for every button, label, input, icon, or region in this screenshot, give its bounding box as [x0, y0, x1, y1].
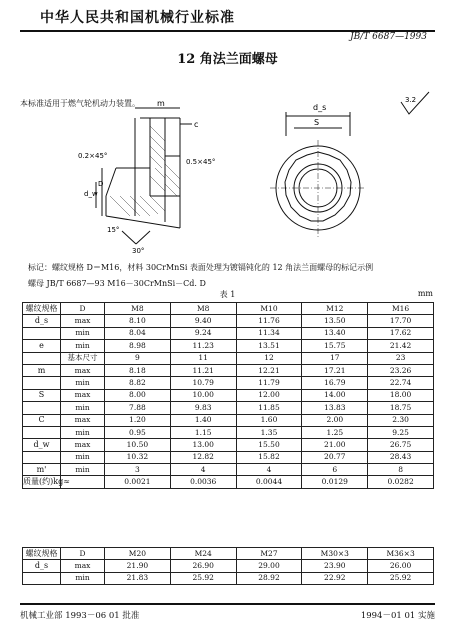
table-cell: 8.98: [105, 340, 171, 352]
table-cell: [23, 327, 61, 339]
table-cell: 4: [170, 464, 236, 476]
table-row: [23, 327, 434, 339]
table-cell: min: [61, 327, 105, 339]
table-cell: 2.00: [302, 414, 368, 426]
table-cell: 22.92: [302, 572, 368, 584]
table-cell: 13.00: [170, 439, 236, 451]
table-header-row: [23, 303, 434, 315]
table-header-cell: M30×3: [302, 548, 368, 560]
table-cell: 9.25: [368, 426, 434, 438]
table-cell: 26.00: [368, 560, 434, 572]
side-view-drawing: [40, 96, 255, 256]
table-cell: 25.92: [368, 572, 434, 584]
table-cell: min: [61, 451, 105, 463]
label-chamfer-right: 0.5×45°: [186, 158, 216, 166]
standard-title: 中华人民共和国机械行业标准: [40, 10, 235, 26]
table-row: [23, 439, 434, 451]
table-header-cell: 螺纹规格: [23, 303, 61, 315]
table-cell: 16.79: [302, 377, 368, 389]
table-cell: 20.77: [302, 451, 368, 463]
roughness-symbol: [397, 92, 433, 118]
table-header-cell: M16: [368, 303, 434, 315]
table-cell: 25.92: [170, 572, 236, 584]
table-cell: 1.15: [170, 426, 236, 438]
footer-rule: [20, 603, 435, 605]
table-cell: 21.90: [105, 560, 171, 572]
table-cell: [23, 377, 61, 389]
table-cell: 8.04: [105, 327, 171, 339]
table-cell: 13.83: [302, 402, 368, 414]
table-header-cell: M8: [170, 303, 236, 315]
table-row: [23, 451, 434, 463]
table-cell: 1.40: [170, 414, 236, 426]
table-cell: 23.26: [368, 364, 434, 376]
table-cell: 26.90: [170, 560, 236, 572]
table-cell: 7.88: [105, 402, 171, 414]
table-cell: 23.90: [302, 560, 368, 572]
table-cell: 基本尺寸: [61, 352, 105, 364]
table-row: [23, 426, 434, 438]
table-cell: 11.23: [170, 340, 236, 352]
table-cell: 15.82: [236, 451, 302, 463]
table-row: [23, 402, 434, 414]
table-cell: min: [61, 464, 105, 476]
scope-description: 本标准适用于燃气轮机动力装置。: [20, 99, 140, 108]
approval-date: 机械工业部 1993－06 01 批准: [20, 611, 140, 621]
table-cell: 17.70: [368, 315, 434, 327]
table-cell: 11.76: [236, 315, 302, 327]
table-cell: 18.75: [368, 402, 434, 414]
table-cell: 0.0044: [236, 476, 302, 488]
marking-note-line1: 标记：螺纹规格 D＝M16，材料 30CrMnSi 表面处理为镀镉钝化的 12 角法兰面螺母的标记示例: [28, 263, 374, 272]
table-cell: 21.42: [368, 340, 434, 352]
table-cell: 0.95: [105, 426, 171, 438]
table-cell: min: [61, 377, 105, 389]
label-s: S: [314, 118, 320, 127]
table-cell: min: [61, 426, 105, 438]
table-row: [23, 364, 434, 376]
table-cell: 28.43: [368, 451, 434, 463]
table-cell: 29.00: [236, 560, 302, 572]
table-cell: 8.10: [105, 315, 171, 327]
table-cell: 21.83: [105, 572, 171, 584]
table-row: [23, 352, 434, 364]
table-row: [23, 464, 434, 476]
table-cell: 12.21: [236, 364, 302, 376]
marking-note: [28, 260, 438, 292]
table-cell: 15.50: [236, 439, 302, 451]
table-cell: 0.0129: [302, 476, 368, 488]
table-cell: 1.20: [105, 414, 171, 426]
table-cell: [23, 426, 61, 438]
table-cell: d_s: [23, 560, 61, 572]
label-D: D: [98, 180, 104, 188]
table-cell: 11: [170, 352, 236, 364]
table-row: [23, 476, 434, 488]
table-label: 表 1: [219, 290, 236, 299]
table-cell: 17: [302, 352, 368, 364]
table-cell: 8.82: [105, 377, 171, 389]
table-cell: 9.40: [170, 315, 236, 327]
table-header-cell: M36×3: [368, 548, 434, 560]
table-cell: 8.18: [105, 364, 171, 376]
table-cell: 11.85: [236, 402, 302, 414]
table-cell: 9.24: [170, 327, 236, 339]
table-unit: mm: [417, 289, 433, 298]
table-cell: 10.32: [105, 451, 171, 463]
table-cell: [23, 352, 61, 364]
table-cell: 28.92: [236, 572, 302, 584]
table-cell: 14.00: [302, 389, 368, 401]
table-header-cell: D: [61, 303, 105, 315]
table-cell: C: [23, 414, 61, 426]
table-cell: min: [61, 402, 105, 414]
table-cell: 10.50: [105, 439, 171, 451]
label-ds: d_s: [313, 103, 327, 112]
roughness-value: 3.2: [405, 96, 417, 104]
table-cell: 10.79: [170, 377, 236, 389]
table-cell: 10.00: [170, 389, 236, 401]
table-cell: 9.83: [170, 402, 236, 414]
table-cell: 18.00: [368, 389, 434, 401]
table-header-cell: M20: [105, 548, 171, 560]
table-cell: [23, 402, 61, 414]
table-cell: [23, 572, 61, 584]
table-header-cell: M12: [302, 303, 368, 315]
table-row: [23, 315, 434, 327]
table-cell: max: [61, 315, 105, 327]
table-cell: 13.51: [236, 340, 302, 352]
table-cell: 15.75: [302, 340, 368, 352]
table-cell: 12.00: [236, 389, 302, 401]
table-row: [23, 377, 434, 389]
label-angle-bottom: 30°: [132, 247, 145, 255]
table-cell: 11.21: [170, 364, 236, 376]
table-row: [23, 560, 434, 572]
table-cell: 2.30: [368, 414, 434, 426]
table-cell: 8: [368, 464, 434, 476]
document-title: 12 角法兰面螺母: [177, 52, 278, 67]
table-row: [23, 414, 434, 426]
table-cell: d_s: [23, 315, 61, 327]
table-cell: 9: [105, 352, 171, 364]
table-cell: max: [61, 439, 105, 451]
table-header-row: [23, 548, 434, 560]
table-header-cell: D: [61, 548, 105, 560]
table-cell: min: [61, 340, 105, 352]
table-cell: max: [61, 414, 105, 426]
header-rule: [20, 30, 435, 32]
table-cell: 11.34: [236, 327, 302, 339]
top-view-drawing: [258, 96, 378, 256]
standard-number: JB/T 6687—1993: [350, 32, 427, 42]
table-cell: max: [61, 364, 105, 376]
table-cell: 4: [236, 464, 302, 476]
table-header-cell: M27: [236, 548, 302, 560]
table-cell: max: [61, 560, 105, 572]
table-cell: 8.00: [105, 389, 171, 401]
table-cell: 1.25: [302, 426, 368, 438]
table-cell: 3: [105, 464, 171, 476]
table-cell: [23, 451, 61, 463]
implementation-date: 1994－01 01 实施: [360, 611, 435, 621]
table-cell: min: [61, 572, 105, 584]
table-header-cell: M24: [170, 548, 236, 560]
table-cell: max: [61, 389, 105, 401]
table-cell: 质量(约)kg≈: [23, 476, 61, 488]
label-angle-side: 15°: [107, 226, 120, 234]
table-cell: 26.75: [368, 439, 434, 451]
table-row: [23, 340, 434, 352]
table-cell: 11.79: [236, 377, 302, 389]
table-cell: 17.62: [368, 327, 434, 339]
table-cell: e: [23, 340, 61, 352]
dimension-table: [22, 302, 434, 489]
label-m: m: [157, 99, 165, 108]
label-chamfer-left: 0.2×45°: [78, 152, 108, 160]
table-row: [23, 572, 434, 584]
table-cell: S: [23, 389, 61, 401]
table-cell: 1.60: [236, 414, 302, 426]
dimension-table-2: [22, 547, 434, 585]
table-row: [23, 389, 434, 401]
table-cell: 6: [302, 464, 368, 476]
table-cell: 22.74: [368, 377, 434, 389]
table-cell: 0.0036: [170, 476, 236, 488]
table-cell: 0.0282: [368, 476, 434, 488]
table-cell: 12: [236, 352, 302, 364]
table-cell: 1.35: [236, 426, 302, 438]
table-header-cell: 螺纹规格: [23, 548, 61, 560]
marking-note-line2: 螺母 JB/T 6687—93 M16－30CrMnSi－Cd. D: [28, 279, 206, 288]
table-cell: m: [23, 364, 61, 376]
label-c: c: [194, 120, 199, 129]
table-cell: m': [23, 464, 61, 476]
table-cell: 13.50: [302, 315, 368, 327]
table-cell: d_w: [23, 439, 61, 451]
table-cell: 21.00: [302, 439, 368, 451]
table-header-cell: M10: [236, 303, 302, 315]
table-cell: 23: [368, 352, 434, 364]
table-cell: 13.40: [302, 327, 368, 339]
table-cell: 17.21: [302, 364, 368, 376]
table-cell: 0.0021: [105, 476, 171, 488]
label-dw: d_w: [84, 190, 98, 198]
table-cell: 12.82: [170, 451, 236, 463]
table-header-cell: M8: [105, 303, 171, 315]
